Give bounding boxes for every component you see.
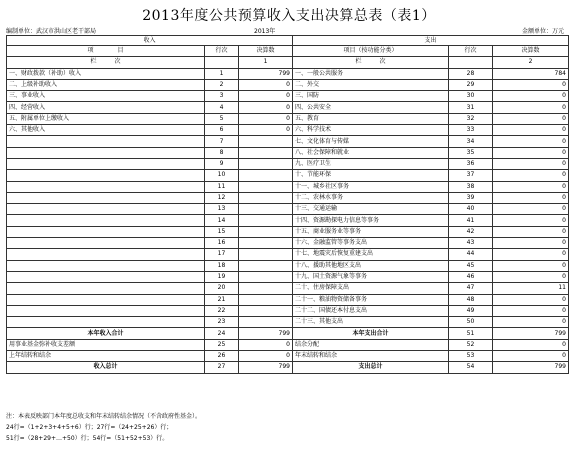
income-item [7, 147, 205, 158]
income-amount [239, 204, 293, 215]
expense-item: 八、社会保障和就业 [293, 147, 449, 158]
expense-line-no: 32 [449, 113, 493, 124]
expense-line-no: 48 [449, 294, 493, 305]
income-line-no: 15 [205, 226, 239, 237]
income-line-no: 12 [205, 192, 239, 203]
expense-line-no: 42 [449, 226, 493, 237]
table-row [7, 91, 569, 102]
expense-amount: 0 [493, 125, 569, 136]
expense-amount: 0 [493, 249, 569, 260]
expense-line-no: 34 [449, 136, 493, 147]
income-item [7, 305, 205, 316]
income-line-no: 18 [205, 260, 239, 271]
table-row [7, 249, 569, 260]
income-item: 一、财政拨款（补助）收入 [7, 68, 205, 79]
budget-table [6, 35, 569, 374]
income-item: 上年结转和结余 [7, 351, 205, 362]
table-row [7, 170, 569, 181]
income-line-no: 22 [205, 305, 239, 316]
org-unit: 编制单位：武汉市洪山区老干部局 [6, 28, 97, 35]
expense-amount: 0 [493, 260, 569, 271]
expense-amount: 11 [493, 283, 569, 294]
table-row [7, 147, 569, 158]
table-row [7, 260, 569, 271]
expense-amount: 0 [493, 215, 569, 226]
table-row [7, 68, 569, 79]
income-item: 收入总计 [7, 362, 205, 373]
expense-item: 十四、资源勘探电力信息等事务 [293, 215, 449, 226]
total-row [7, 351, 569, 362]
expense-item: 十七、地震灾后恢复重建支出 [293, 249, 449, 260]
expense-item: 二、外交 [293, 79, 449, 90]
expense-item: 二十二、国债还本付息支出 [293, 305, 449, 316]
income-section-header: 收入 [7, 36, 293, 46]
expense-line-no: 49 [449, 305, 493, 316]
expense-item: 一、一般公共服务 [293, 68, 449, 79]
note-line: 24行=（1+2+3+4+5+6）行；27行=（24+25+26）行； [6, 424, 173, 431]
col-index-label: 栏 次 [7, 57, 205, 68]
total-row [7, 339, 569, 350]
income-amount: 799 [239, 362, 293, 373]
expense-amount: 0 [493, 113, 569, 124]
total-row [7, 362, 569, 373]
table-row [7, 238, 569, 249]
income-line-no: 3 [205, 91, 239, 102]
expense-amount: 0 [493, 79, 569, 90]
income-item [7, 204, 205, 215]
income-line-no: 14 [205, 215, 239, 226]
expense-amount: 0 [493, 339, 569, 350]
page-title: 2013年度公共预算收入支出决算总表（表1） [142, 8, 436, 24]
expense-item: 二十一、粮油物资储备事务 [293, 294, 449, 305]
income-line-no: 20 [205, 283, 239, 294]
income-item [7, 238, 205, 249]
table-row [7, 79, 569, 90]
col-index-2: 2 [493, 57, 569, 68]
expense-amount: 0 [493, 226, 569, 237]
income-line-no: 10 [205, 170, 239, 181]
expense-amount: 799 [493, 362, 569, 373]
income-item [7, 249, 205, 260]
income-line-no: 4 [205, 102, 239, 113]
income-line-no: 21 [205, 294, 239, 305]
expense-amount: 0 [493, 204, 569, 215]
income-item [7, 260, 205, 271]
expense-item: 十八、援助其他地区支出 [293, 260, 449, 271]
expense-line-no: 43 [449, 238, 493, 249]
expense-item: 十、节能环保 [293, 170, 449, 181]
expense-line-no: 40 [449, 204, 493, 215]
income-line-no: 25 [205, 339, 239, 350]
expense-line-no: 39 [449, 192, 493, 203]
income-amount [239, 147, 293, 158]
table-row [7, 113, 569, 124]
expense-section-header: 支出 [293, 36, 569, 46]
expense-amount: 0 [493, 102, 569, 113]
table-row [7, 158, 569, 169]
income-line-no: 8 [205, 147, 239, 158]
table-row [7, 271, 569, 282]
income-amount [239, 317, 293, 328]
expense-item: 十一、城乡社区事务 [293, 181, 449, 192]
col-index-1: 1 [239, 57, 293, 68]
table-row [7, 136, 569, 147]
expense-line-no: 30 [449, 91, 493, 102]
expense-line-no: 46 [449, 271, 493, 282]
income-line-no: 7 [205, 136, 239, 147]
expense-amount: 0 [493, 170, 569, 181]
income-amount [239, 170, 293, 181]
expense-item: 十二、农林水事务 [293, 192, 449, 203]
income-item [7, 294, 205, 305]
expense-amount: 0 [493, 147, 569, 158]
income-amount [239, 294, 293, 305]
income-line-no: 23 [205, 317, 239, 328]
expense-line-no: 50 [449, 317, 493, 328]
expense-item: 十五、商业服务业等事务 [293, 226, 449, 237]
col-index-label-right: 栏 次 [293, 57, 449, 68]
income-item [7, 158, 205, 169]
expense-line-no: 28 [449, 68, 493, 79]
income-amount: 0 [239, 339, 293, 350]
expense-line-no: 37 [449, 170, 493, 181]
expense-line-no: 31 [449, 102, 493, 113]
table-row [7, 192, 569, 203]
income-line-no: 27 [205, 362, 239, 373]
expense-line-no: 36 [449, 158, 493, 169]
income-amount [239, 238, 293, 249]
table-row [7, 102, 569, 113]
income-amount-header: 决算数 [239, 46, 293, 57]
expense-amount: 0 [493, 305, 569, 316]
income-amount: 0 [239, 125, 293, 136]
income-line-no: 26 [205, 351, 239, 362]
income-amount [239, 271, 293, 282]
income-line-no: 2 [205, 79, 239, 90]
expense-line-no: 47 [449, 283, 493, 294]
expense-line-no: 45 [449, 260, 493, 271]
income-line-no: 9 [205, 158, 239, 169]
income-line-no: 5 [205, 113, 239, 124]
income-item: 五、附属单位上缴收入 [7, 113, 205, 124]
expense-line-no: 52 [449, 339, 493, 350]
income-amount: 0 [239, 351, 293, 362]
expense-item: 十九、国土资源气象等事务 [293, 271, 449, 282]
income-line-no: 1 [205, 68, 239, 79]
income-amount [239, 249, 293, 260]
income-amount: 0 [239, 79, 293, 90]
expense-amount: 0 [493, 192, 569, 203]
expense-amount: 0 [493, 181, 569, 192]
expense-line-no: 44 [449, 249, 493, 260]
table-row [7, 125, 569, 136]
expense-line-no: 54 [449, 362, 493, 373]
note-line: 注：本表反映部门本年度总收支和年末结转结余情况（不含政府性基金）。 [6, 413, 202, 420]
expense-line-no: 53 [449, 351, 493, 362]
table-row [7, 181, 569, 192]
income-item: 二、上级补助收入 [7, 79, 205, 90]
expense-item: 支出总计 [293, 362, 449, 373]
expense-item: 结余分配 [293, 339, 449, 350]
table-row [7, 204, 569, 215]
col-index-empty-right [449, 57, 493, 68]
column-index-row [7, 57, 569, 68]
income-amount [239, 192, 293, 203]
expense-amount-header: 决算数 [493, 46, 569, 57]
expense-amount: 0 [493, 294, 569, 305]
expense-item: 七、文化体育与传媒 [293, 136, 449, 147]
expense-line-no: 41 [449, 215, 493, 226]
expense-item: 五、教育 [293, 113, 449, 124]
income-amount: 0 [239, 91, 293, 102]
income-item: 四、经营收入 [7, 102, 205, 113]
expense-item: 六、科学技术 [293, 125, 449, 136]
table-row [7, 317, 569, 328]
income-item [7, 136, 205, 147]
income-item-header: 项 目 [7, 46, 205, 57]
income-amount: 799 [239, 68, 293, 79]
income-amount [239, 305, 293, 316]
income-item: 本年收入合计 [7, 328, 205, 339]
income-amount [239, 181, 293, 192]
income-line-no: 24 [205, 328, 239, 339]
income-item [7, 181, 205, 192]
expense-amount: 0 [493, 158, 569, 169]
income-amount [239, 283, 293, 294]
income-line-no: 17 [205, 249, 239, 260]
expense-amount: 0 [493, 91, 569, 102]
table-row [7, 215, 569, 226]
expense-item: 本年支出合计 [293, 328, 449, 339]
table-row [7, 305, 569, 316]
income-line-no: 6 [205, 125, 239, 136]
expense-line-header: 行次 [449, 46, 493, 57]
income-amount: 799 [239, 328, 293, 339]
total-row [7, 328, 569, 339]
income-amount [239, 215, 293, 226]
column-header-row [7, 46, 569, 57]
report-year: 2013年 [254, 28, 276, 35]
expense-amount: 0 [493, 317, 569, 328]
income-item [7, 271, 205, 282]
income-line-no: 19 [205, 271, 239, 282]
expense-line-no: 51 [449, 328, 493, 339]
table-row [7, 226, 569, 237]
expense-amount: 0 [493, 351, 569, 362]
expense-item: 三、国防 [293, 91, 449, 102]
expense-item: 年末结转和结余 [293, 351, 449, 362]
income-item [7, 170, 205, 181]
income-line-header: 行次 [205, 46, 239, 57]
income-item [7, 192, 205, 203]
income-amount: 0 [239, 113, 293, 124]
footnotes [6, 411, 201, 444]
income-amount [239, 136, 293, 147]
col-index-empty [205, 57, 239, 68]
table-body [7, 68, 569, 373]
income-item: 用事业基金弥补收支差额 [7, 339, 205, 350]
expense-item: 十三、交通运输 [293, 204, 449, 215]
expense-line-no: 33 [449, 125, 493, 136]
expense-amount: 0 [493, 271, 569, 282]
income-item [7, 215, 205, 226]
income-item [7, 317, 205, 328]
expense-item: 九、医疗卫生 [293, 158, 449, 169]
expense-item-header: 项目（按功能分类） [293, 46, 449, 57]
expense-item: 四、公共安全 [293, 102, 449, 113]
expense-line-no: 38 [449, 181, 493, 192]
note-line: 51行=（28+29+…+50）行；54行=（51+52+53）行。 [6, 435, 169, 442]
expense-item: 十六、金融监管等事务支出 [293, 238, 449, 249]
table-row [7, 294, 569, 305]
income-amount [239, 158, 293, 169]
income-item: 三、事业收入 [7, 91, 205, 102]
expense-amount: 784 [493, 68, 569, 79]
table-row [7, 283, 569, 294]
income-line-no: 16 [205, 238, 239, 249]
income-line-no: 11 [205, 181, 239, 192]
amount-unit: 金额单位：万元 [521, 28, 564, 35]
income-amount: 0 [239, 102, 293, 113]
expense-amount: 0 [493, 238, 569, 249]
expense-amount: 799 [493, 328, 569, 339]
expense-line-no: 35 [449, 147, 493, 158]
income-amount [239, 260, 293, 271]
income-item [7, 283, 205, 294]
expense-line-no: 29 [449, 79, 493, 90]
expense-item: 二十三、其他支出 [293, 317, 449, 328]
expense-amount: 0 [493, 136, 569, 147]
income-line-no: 13 [205, 204, 239, 215]
income-amount [239, 226, 293, 237]
section-header-row [7, 36, 569, 46]
income-item [7, 226, 205, 237]
expense-item: 二十、住房保障支出 [293, 283, 449, 294]
income-item: 六、其他收入 [7, 125, 205, 136]
